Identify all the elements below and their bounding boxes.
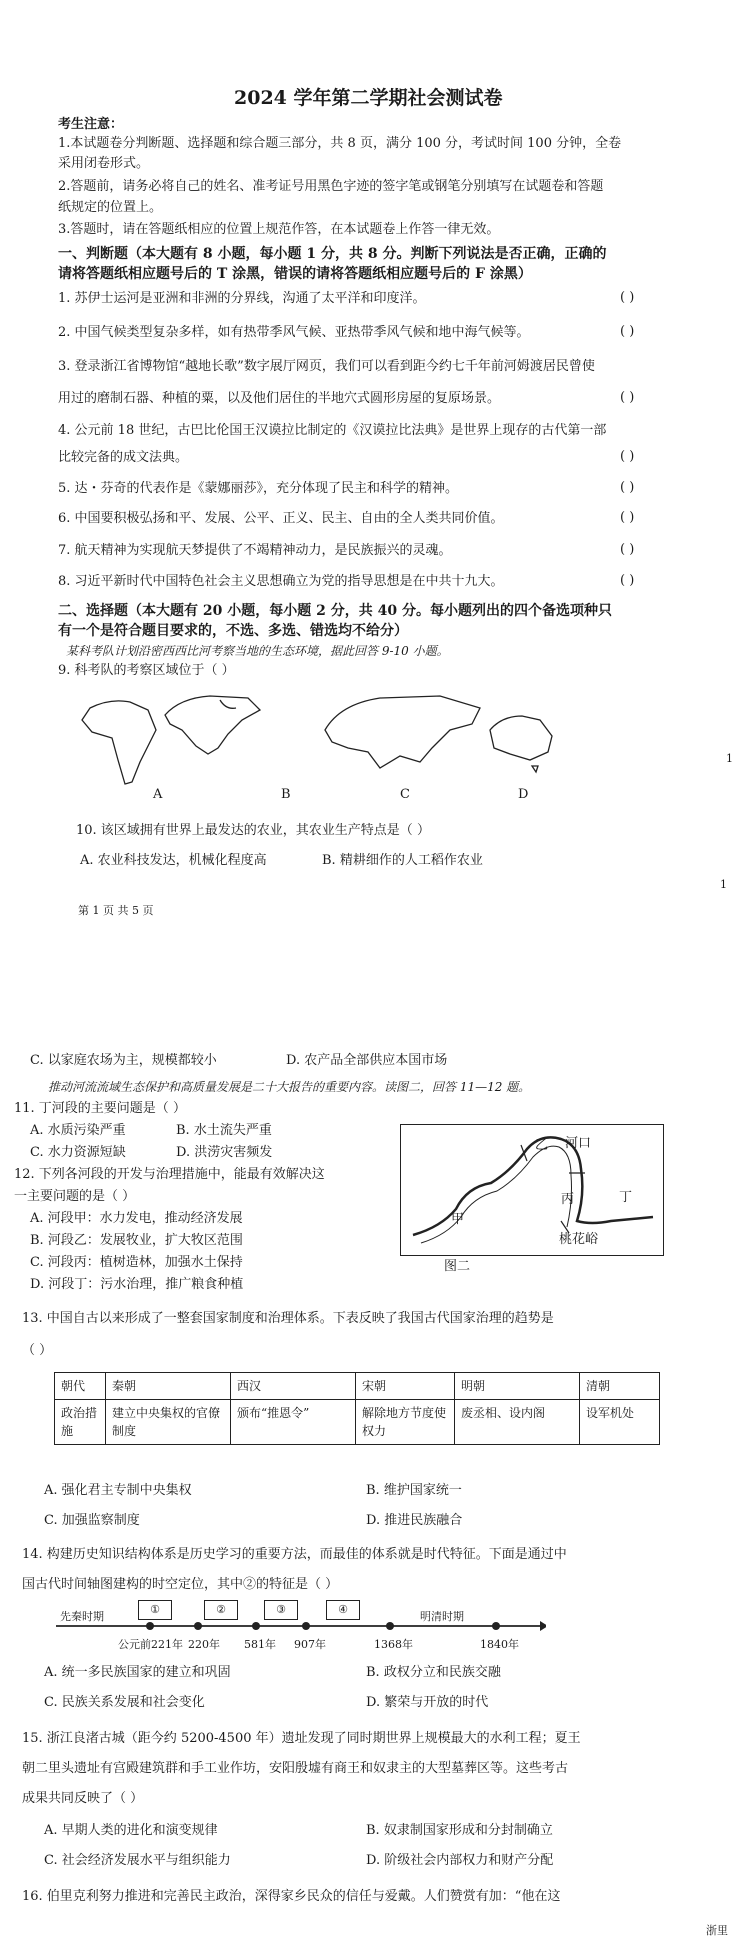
edge-mark: 1 bbox=[720, 878, 727, 891]
q14-option-a: A. 统一多民族国家的建立和巩固 bbox=[44, 1665, 231, 1680]
timeline-box: ④ bbox=[326, 1600, 360, 1620]
answer-paren: ( ) bbox=[620, 449, 635, 464]
q13-option-b: B. 维护国家统一 bbox=[366, 1483, 462, 1498]
tasmania-outline bbox=[532, 766, 538, 772]
q14-option-b: B. 政权分立和民族交融 bbox=[366, 1665, 501, 1680]
q15-option-c: C. 社会经济发展水平与组织能力 bbox=[44, 1853, 231, 1868]
q13-option-a: A. 强化君主专制中央集权 bbox=[44, 1483, 192, 1498]
timeline-dot bbox=[386, 1622, 394, 1630]
dynasty-table bbox=[54, 1372, 660, 1445]
question-13: 13. 中国自古以来形成了一整套国家制度和治理体系。下表反映了我国古代国家治理的趋势是 bbox=[22, 1311, 554, 1326]
answer-paren: ( ) bbox=[620, 390, 635, 405]
q14-option-d: D. 繁荣与开放的时代 bbox=[366, 1695, 489, 1710]
question-10: 10. 该区域拥有世界上最发达的农业，其农业生产特点是（ ） bbox=[76, 823, 430, 838]
table-header-cell: 明朝 bbox=[455, 1373, 580, 1400]
q14-option-c: C. 民族关系发展和社会变化 bbox=[44, 1695, 205, 1710]
australia-outline bbox=[490, 716, 552, 760]
page-title: 2024 学年第二学期社会测试卷 bbox=[234, 87, 503, 109]
notice-line: 1.本试题卷分判断题、选择题和综合题三部分，共 8 页，满分 100 分，考试时间 100 分钟，全卷 bbox=[58, 136, 622, 151]
table-header-cell: 朝代 bbox=[55, 1373, 106, 1400]
q13-option-d: D. 推进民族融合 bbox=[366, 1513, 463, 1528]
judge-item-3-cont: 用过的磨制石器、种植的粟，以及他们居住的半地穴式圆形房屋的复原场景。 bbox=[58, 391, 501, 406]
notice-line: 3.答题时，请在答题纸相应的位置上规范作答，在本试题卷上作答一律无效。 bbox=[58, 222, 500, 237]
q12-option-d: D. 河段丁：污水治理，推广粮食种植 bbox=[30, 1277, 244, 1292]
timeline-dot bbox=[302, 1622, 310, 1630]
question-12: 12. 下列各河段的开发与治理措施中，能最有效解决这 bbox=[14, 1167, 325, 1182]
yellow-river-line bbox=[413, 1137, 653, 1235]
corner-mark: 浙里 bbox=[706, 1924, 728, 1937]
north-america-outline bbox=[165, 696, 260, 754]
map-label-d: D bbox=[518, 787, 529, 802]
figure-2-caption: 图二 bbox=[444, 1259, 471, 1274]
q10-option-a: A. 农业科技发达，机械化程度高 bbox=[80, 853, 267, 868]
figure-2-frame bbox=[400, 1124, 664, 1256]
q11-option-a: A. 水质污染严重 bbox=[30, 1123, 126, 1138]
table-cell: 建立中央集权的官僚制度 bbox=[106, 1400, 231, 1445]
answer-paren: ( ) bbox=[620, 542, 635, 557]
timeline-tick: 1840年 bbox=[480, 1638, 519, 1651]
answer-paren: ( ) bbox=[620, 324, 635, 339]
question-16: 16. 伯里克利努力推进和完善民主政治，深得家乡民众的信任与爱戴。人们赞赏有加：“他在这 bbox=[22, 1889, 561, 1904]
map-label-hekou: 河口 bbox=[565, 1136, 592, 1151]
answer-paren: ( ) bbox=[620, 290, 635, 305]
judge-item-7: 7. 航天精神为实现航天梦提供了不竭精神动力，是民族振兴的灵魂。 bbox=[58, 543, 452, 558]
question-11: 11. 丁河段的主要问题是（ ） bbox=[14, 1101, 186, 1116]
q15-option-b: B. 奴隶制国家形成和分封制确立 bbox=[366, 1823, 553, 1838]
river-bank bbox=[421, 1146, 575, 1243]
q11-option-b: B. 水土流失严重 bbox=[176, 1123, 272, 1138]
notice-line: 采用闭卷形式。 bbox=[58, 156, 150, 171]
answer-paren: ( ) bbox=[620, 510, 635, 525]
question-9: 9. 科考队的考察区域位于（ ） bbox=[58, 663, 235, 678]
q10-option-b: B. 精耕细作的人工稻作农业 bbox=[322, 853, 483, 868]
judge-item-3: 3. 登录浙江省博物馆“越地长歌”数字展厅网页，我们可以看到距今约七千年前河姆渡居民曾使 bbox=[58, 359, 595, 374]
timeline-tick: 581年 bbox=[244, 1638, 276, 1651]
question-12-cont: 一主要问题的是（ ） bbox=[14, 1189, 136, 1204]
continent-maps bbox=[70, 690, 580, 790]
question-13-paren: （ ） bbox=[22, 1343, 53, 1358]
timeline-tick: 907年 bbox=[294, 1638, 326, 1651]
q11-option-d: D. 洪涝灾害频发 bbox=[176, 1145, 273, 1160]
asia-outline bbox=[325, 696, 480, 768]
timeline-box: ③ bbox=[264, 1600, 298, 1620]
table-header-row bbox=[55, 1373, 660, 1400]
q12-option-c: C. 河段丙：植树造林，加强水土保持 bbox=[30, 1255, 243, 1270]
timeline-dot bbox=[194, 1622, 202, 1630]
africa-outline bbox=[82, 701, 156, 784]
notice-heading: 考生注意： bbox=[58, 117, 124, 132]
edge-mark: 1 bbox=[726, 752, 733, 765]
judge-item-1: 1. 苏伊士运河是亚洲和非洲的分界线，沟通了太平洋和印度洋。 bbox=[58, 291, 426, 306]
map-label-ding: 丁 bbox=[619, 1190, 633, 1205]
judge-item-5: 5. 达・芬奇的代表作是《蒙娜丽莎》，充分体现了民主和科学的精神。 bbox=[58, 481, 459, 496]
section2-heading-cont: 有一个是符合题目要求的，不选、多选、错选均不给分） bbox=[58, 623, 408, 639]
notice-line: 2.答题前，请务必将自己的姓名、准考证号用黑色字迹的签字笔或钢笔分别填写在试题卷和答题 bbox=[58, 179, 604, 194]
timeline-box: ① bbox=[138, 1600, 172, 1620]
section2-heading: 二、选择题（本大题有 20 小题，每小题 2 分，共 40 分。每小题列出的四个备选项种只 bbox=[58, 603, 612, 619]
timeline-dot bbox=[146, 1622, 154, 1630]
table-row-label: 政治措施 bbox=[55, 1400, 106, 1445]
q15-option-a: A. 早期人类的进化和演变规律 bbox=[44, 1823, 218, 1838]
page-footer: 第 1 页 共 5 页 bbox=[78, 904, 154, 917]
timeline-left-label: 先秦时期 bbox=[60, 1610, 104, 1623]
notice-line: 纸规定的位置上。 bbox=[58, 200, 163, 215]
table-cell: 废丞相、设内阁 bbox=[455, 1400, 580, 1445]
section1-heading-cont: 请将答题纸相应题号后的 T 涂黑，错误的请将答题纸相应题号后的 F 涂黑） bbox=[58, 266, 532, 282]
context-11-12: 推动河流流域生态保护和高质量发展是二十大报告的重要内容。读图二，回答 11—12 题。 bbox=[48, 1080, 531, 1094]
judge-item-4-cont: 比较完备的成文法典。 bbox=[58, 450, 189, 465]
context-9-10: 某科考队计划沿密西西比河考察当地的生态环境，据此回答 9-10 小题。 bbox=[66, 644, 449, 658]
table-row bbox=[55, 1400, 660, 1445]
map-label-jia: 甲 bbox=[451, 1212, 465, 1227]
north-america-inlet bbox=[220, 700, 236, 708]
answer-paren: ( ) bbox=[620, 573, 635, 588]
answer-paren: ( ) bbox=[620, 480, 635, 495]
map-label-a: A bbox=[153, 787, 163, 802]
q12-option-b: B. 河段乙：发展牧业，扩大牧区范围 bbox=[30, 1233, 243, 1248]
q10-option-d: D. 农产品全部供应本国市场 bbox=[286, 1053, 448, 1068]
map-label-bing: 丙 bbox=[561, 1192, 575, 1207]
q12-option-a: A. 河段甲：水力发电，推动经济发展 bbox=[30, 1211, 243, 1226]
timeline-dot bbox=[252, 1622, 260, 1630]
question-14: 14. 构建历史知识结构体系是历史学习的重要方法，而最佳的体系就是时代特征。下面是通过中 bbox=[22, 1547, 567, 1562]
river-section-line bbox=[521, 1145, 585, 1233]
table-header-cell: 宋朝 bbox=[356, 1373, 455, 1400]
map-label-c: C bbox=[400, 787, 410, 802]
table-header-cell: 清朝 bbox=[580, 1373, 660, 1400]
judge-item-6: 6. 中国要积极弘扬和平、发展、公平、正义、民主、自由的全人类共同价值。 bbox=[58, 511, 504, 526]
q15-option-d: D. 阶级社会内部权力和财产分配 bbox=[366, 1853, 554, 1868]
question-15-cont: 朝二里头遗址有宫殿建筑群和手工业作坊，安阳殷墟有商王和奴隶主的大型墓葬区等。这些考古 bbox=[22, 1761, 569, 1776]
question-15: 15. 浙江良渚古城（距今约 5200-4500 年）遗址发现了同时期世界上规模最大的水利工程；夏王 bbox=[22, 1731, 581, 1746]
judge-item-8: 8. 习近平新时代中国特色社会主义思想确立为党的指导思想是在中共十九大。 bbox=[58, 574, 504, 589]
judge-item-4: 4. 公元前 18 世纪，古巴比伦国王汉谟拉比制定的《汉谟拉比法典》是世界上现存的古代第一部 bbox=[58, 423, 607, 438]
timeline-tick: 1368年 bbox=[374, 1638, 413, 1651]
table-header-cell: 西汉 bbox=[231, 1373, 356, 1400]
map-label-yi: 乙 bbox=[535, 1138, 549, 1153]
table-cell: 颁布“推恩令” bbox=[231, 1400, 356, 1445]
q10-option-c: C. 以家庭农场为主，规模都较小 bbox=[30, 1053, 217, 1068]
q13-option-c: C. 加强监察制度 bbox=[44, 1513, 140, 1528]
timeline-right-label: 明清时期 bbox=[420, 1610, 464, 1623]
timeline-box: ② bbox=[204, 1600, 238, 1620]
q11-option-c: C. 水力资源短缺 bbox=[30, 1145, 126, 1160]
table-cell: 设军机处 bbox=[580, 1400, 660, 1445]
table-header-cell: 秦朝 bbox=[106, 1373, 231, 1400]
question-14-cont: 国古代时间轴图建构的时空定位，其中②的特征是（ ） bbox=[22, 1577, 339, 1592]
timeline-tick: 公元前221年 bbox=[118, 1638, 183, 1651]
map-label-taohuayu: 桃花峪 bbox=[559, 1232, 599, 1247]
timeline-dot bbox=[492, 1622, 500, 1630]
judge-item-2: 2. 中国气候类型复杂多样，如有热带季风气候、亚热带季风气候和地中海气候等。 bbox=[58, 325, 530, 340]
question-15-cont: 成果共同反映了（ ） bbox=[22, 1791, 144, 1806]
map-label-b: B bbox=[281, 787, 291, 802]
table-cell: 解除地方节度使权力 bbox=[356, 1400, 455, 1445]
timeline-tick: 220年 bbox=[188, 1638, 220, 1651]
section1-heading: 一、判断题（本大题有 8 小题，每小题 1 分，共 8 分。判断下列说法是否正确，正确的 bbox=[58, 246, 607, 262]
